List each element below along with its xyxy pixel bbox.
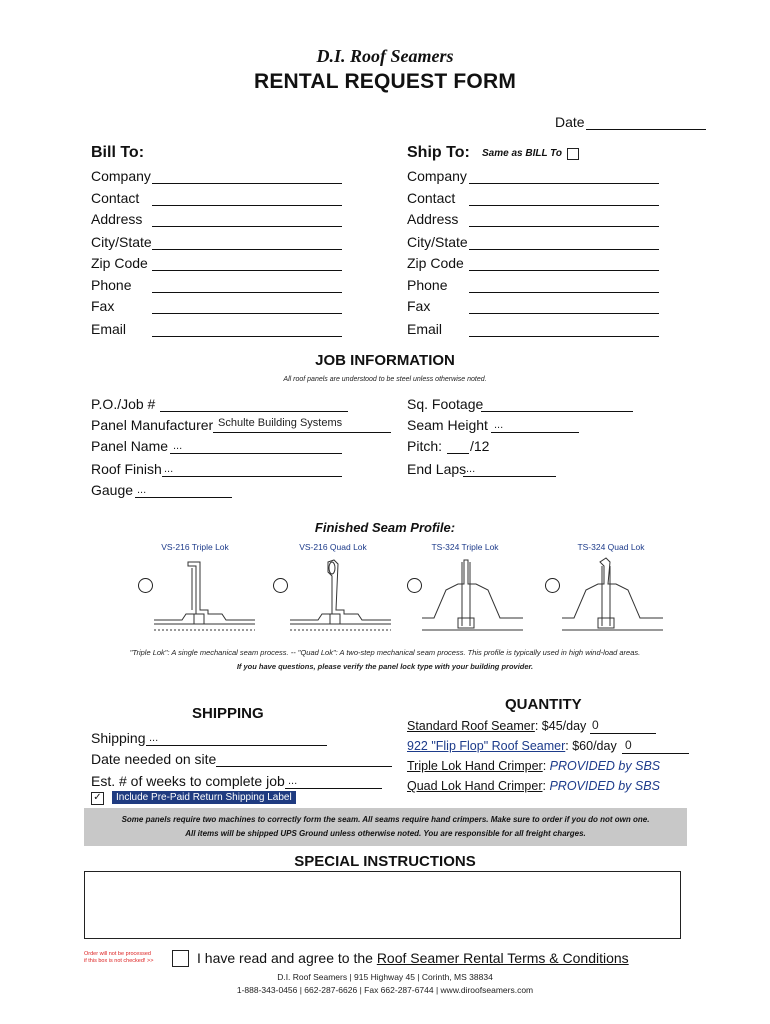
qty-flipflop-value: 0 xyxy=(625,738,632,752)
ship-zip-field[interactable] xyxy=(469,257,659,271)
agree-warning xyxy=(84,951,153,965)
terms-link[interactable]: Roof Seamer Rental Terms & Conditions xyxy=(376,950,629,966)
qty-quad-crimper-row xyxy=(407,779,660,793)
bill-citystate-label: City/State xyxy=(91,234,152,250)
ship-phone-field[interactable] xyxy=(469,279,659,293)
seam-option-label: TS-324 Quad Lok xyxy=(577,542,645,552)
weeks-field[interactable] xyxy=(285,775,382,789)
form-title: RENTAL REQUEST FORM xyxy=(253,70,517,93)
ship-contact-field[interactable] xyxy=(469,192,659,206)
ship-citystate-field[interactable] xyxy=(469,236,659,250)
seam-height-field[interactable] xyxy=(491,419,579,433)
shipping-heading: SHIPPING xyxy=(192,705,264,722)
seam-radio-vs216-quad[interactable] xyxy=(273,578,288,593)
date-needed-label: Date needed on site xyxy=(91,751,217,767)
ts324-quad-lok-diagram xyxy=(560,556,665,636)
ship-phone-label: Phone xyxy=(407,277,448,293)
job-info-heading: JOB INFORMATION xyxy=(315,352,455,369)
qty-triple-crimper-name: Triple Lok Hand Crimper xyxy=(407,759,543,773)
sq-footage-label: Sq. Footage xyxy=(407,396,484,412)
qty-flipflop-row xyxy=(407,739,617,753)
footer-address: D.I. Roof Seamers | 915 Highway 45 | Corinth, MS 38834 xyxy=(277,972,493,982)
vs216-quad-lok-diagram xyxy=(288,558,393,636)
shipping-value: ... xyxy=(149,732,159,744)
roof-finish-label: Roof Finish xyxy=(91,461,162,477)
ts324-triple-lok-diagram xyxy=(420,556,525,636)
po-label: P.O./Job # xyxy=(91,396,156,412)
seam-option-label: TS-324 Triple Lok xyxy=(431,542,499,552)
end-laps-field[interactable] xyxy=(463,463,556,477)
bill-citystate-field[interactable] xyxy=(152,236,342,250)
qty-quad-crimper-name: Quad Lok Hand Crimper xyxy=(407,779,543,793)
panel-name-value: ... xyxy=(173,440,183,452)
ship-zip-label: Zip Code xyxy=(407,255,464,271)
notice-bar xyxy=(84,808,687,846)
seam-radio-ts324-quad[interactable] xyxy=(545,578,560,593)
bill-contact-field[interactable] xyxy=(152,192,342,206)
manufacturer-value: Schulte Building Systems xyxy=(218,417,343,429)
agree-row xyxy=(197,950,629,966)
bill-zip-label: Zip Code xyxy=(91,255,148,271)
ship-to-heading: Ship To: xyxy=(407,144,470,161)
pitch-label: Pitch: xyxy=(407,438,443,454)
gauge-field[interactable] xyxy=(135,484,232,498)
bill-contact-label: Contact xyxy=(91,190,140,206)
bill-fax-label: Fax xyxy=(91,298,115,314)
bill-email-label: Email xyxy=(91,321,127,337)
ship-citystate-label: City/State xyxy=(407,234,468,250)
pitch-suffix: /12 xyxy=(470,438,490,454)
special-instructions-box[interactable] xyxy=(84,871,681,939)
same-as-bill-checkbox[interactable] xyxy=(567,148,579,160)
seam-verify-note: If you have questions, please verify the panel lock type with your building provider. xyxy=(236,662,534,671)
panel-name-field[interactable] xyxy=(170,440,342,454)
bill-fax-field[interactable] xyxy=(152,300,342,314)
qty-standard-field[interactable] xyxy=(590,720,656,734)
qty-standard-price: : $45/day xyxy=(534,719,587,733)
weeks-label: Est. # of weeks to complete job xyxy=(91,773,285,789)
sq-footage-field[interactable] xyxy=(481,398,633,412)
special-instructions-heading: SPECIAL INSTRUCTIONS xyxy=(294,853,476,870)
qty-flipflop-link[interactable]: 922 "Flip Flop" Roof Seamer xyxy=(407,739,566,753)
end-laps-label: End Laps xyxy=(407,461,467,477)
bill-email-field[interactable] xyxy=(152,323,342,337)
po-field[interactable] xyxy=(160,398,348,412)
job-info-note: All roof panels are understood to be steel unless otherwise noted. xyxy=(283,376,487,383)
seam-option-label: VS-216 Triple Lok xyxy=(161,542,229,552)
agree-warning-line-1: Order will not be processed xyxy=(84,951,151,957)
ship-address-label: Address xyxy=(407,211,459,227)
seam-profile-heading: Finished Seam Profile: xyxy=(314,520,456,535)
qty-quad-crimper-sep: : xyxy=(542,779,546,793)
roof-finish-field[interactable] xyxy=(162,463,342,477)
ship-company-field[interactable] xyxy=(469,170,659,184)
ship-fax-label: Fax xyxy=(407,298,431,314)
date-needed-field[interactable] xyxy=(216,753,392,767)
qty-triple-crimper-value: PROVIDED by SBS xyxy=(549,759,661,773)
qty-standard-value: 0 xyxy=(592,718,599,732)
ship-contact-label: Contact xyxy=(407,190,456,206)
bill-zip-field[interactable] xyxy=(152,257,342,271)
manufacturer-label: Panel Manufacturer xyxy=(91,417,214,433)
end-laps-value: ... xyxy=(466,463,476,475)
qty-flipflop-price: : $60/day xyxy=(565,739,617,753)
quantity-heading: QUANTITY xyxy=(505,696,582,713)
seam-radio-vs216-triple[interactable] xyxy=(138,578,153,593)
date-field[interactable] xyxy=(586,116,706,130)
bill-company-label: Company xyxy=(91,168,151,184)
brand-name: D.I. Roof Seamers xyxy=(316,46,454,66)
qty-triple-crimper-row xyxy=(407,759,660,773)
qty-standard-row xyxy=(407,719,586,733)
qty-quad-crimper-value: PROVIDED by SBS xyxy=(549,779,660,793)
weeks-value: ... xyxy=(288,775,298,787)
gauge-value: ... xyxy=(137,484,147,496)
ship-address-field[interactable] xyxy=(469,213,659,227)
date-label: Date xyxy=(555,114,585,130)
agree-warning-line-2: if this box is not checked! >> xyxy=(84,958,154,964)
notice-line-2: All items will be shipped UPS Ground unless otherwise noted. You are responsible for all freight charges. xyxy=(185,829,586,838)
bill-phone-field[interactable] xyxy=(152,279,342,293)
return-label-text: Include Pre-Paid Return Shipping Label xyxy=(112,791,296,804)
shipping-field[interactable] xyxy=(146,732,327,746)
ship-fax-field[interactable] xyxy=(469,300,659,314)
shipping-label: Shipping xyxy=(91,730,146,746)
same-as-bill-label: Same as BILL To xyxy=(482,148,563,159)
return-label-checkbox[interactable]: ✓ xyxy=(91,792,104,805)
bill-address-label: Address xyxy=(91,211,143,227)
seam-option-label: VS-216 Quad Lok xyxy=(299,542,367,552)
seam-height-label: Seam Height xyxy=(407,417,488,433)
bill-to-heading: Bill To: xyxy=(91,144,145,161)
ship-email-field[interactable] xyxy=(469,323,659,337)
agree-text: I have read and agree to the xyxy=(197,950,377,966)
bill-phone-label: Phone xyxy=(91,277,132,293)
roof-finish-value: ... xyxy=(164,463,174,475)
footer-contact: 1-888-343-0456 | 662-287-6626 | Fax 662-287-6744 | www.diroofseamers.com xyxy=(236,985,534,995)
qty-triple-crimper-sep: : xyxy=(542,759,547,773)
agree-checkbox[interactable] xyxy=(172,950,189,967)
ship-company-label: Company xyxy=(407,168,467,184)
qty-standard-name: Standard Roof Seamer xyxy=(407,719,535,733)
seam-explanation: "Triple Lok": A single mechanical seam process. -- "Quad Lok": A two-step mechanical seam process. This profile is typically used in high wind-load areas. xyxy=(129,648,641,657)
ship-email-label: Email xyxy=(407,321,443,337)
panel-name-label: Panel Name xyxy=(91,438,169,454)
vs216-triple-lok-diagram xyxy=(152,558,257,636)
gauge-label: Gauge xyxy=(91,482,134,498)
seam-height-value: ... xyxy=(494,419,504,431)
bill-company-field[interactable] xyxy=(152,170,342,184)
qty-flipflop-field[interactable] xyxy=(622,740,689,754)
bill-address-field[interactable] xyxy=(152,213,342,227)
notice-line-1: Some panels require two machines to correctly form the seam. All seams require hand crimpers. Make sure to order if you do not own one. xyxy=(121,815,650,824)
pitch-field[interactable] xyxy=(447,440,469,454)
